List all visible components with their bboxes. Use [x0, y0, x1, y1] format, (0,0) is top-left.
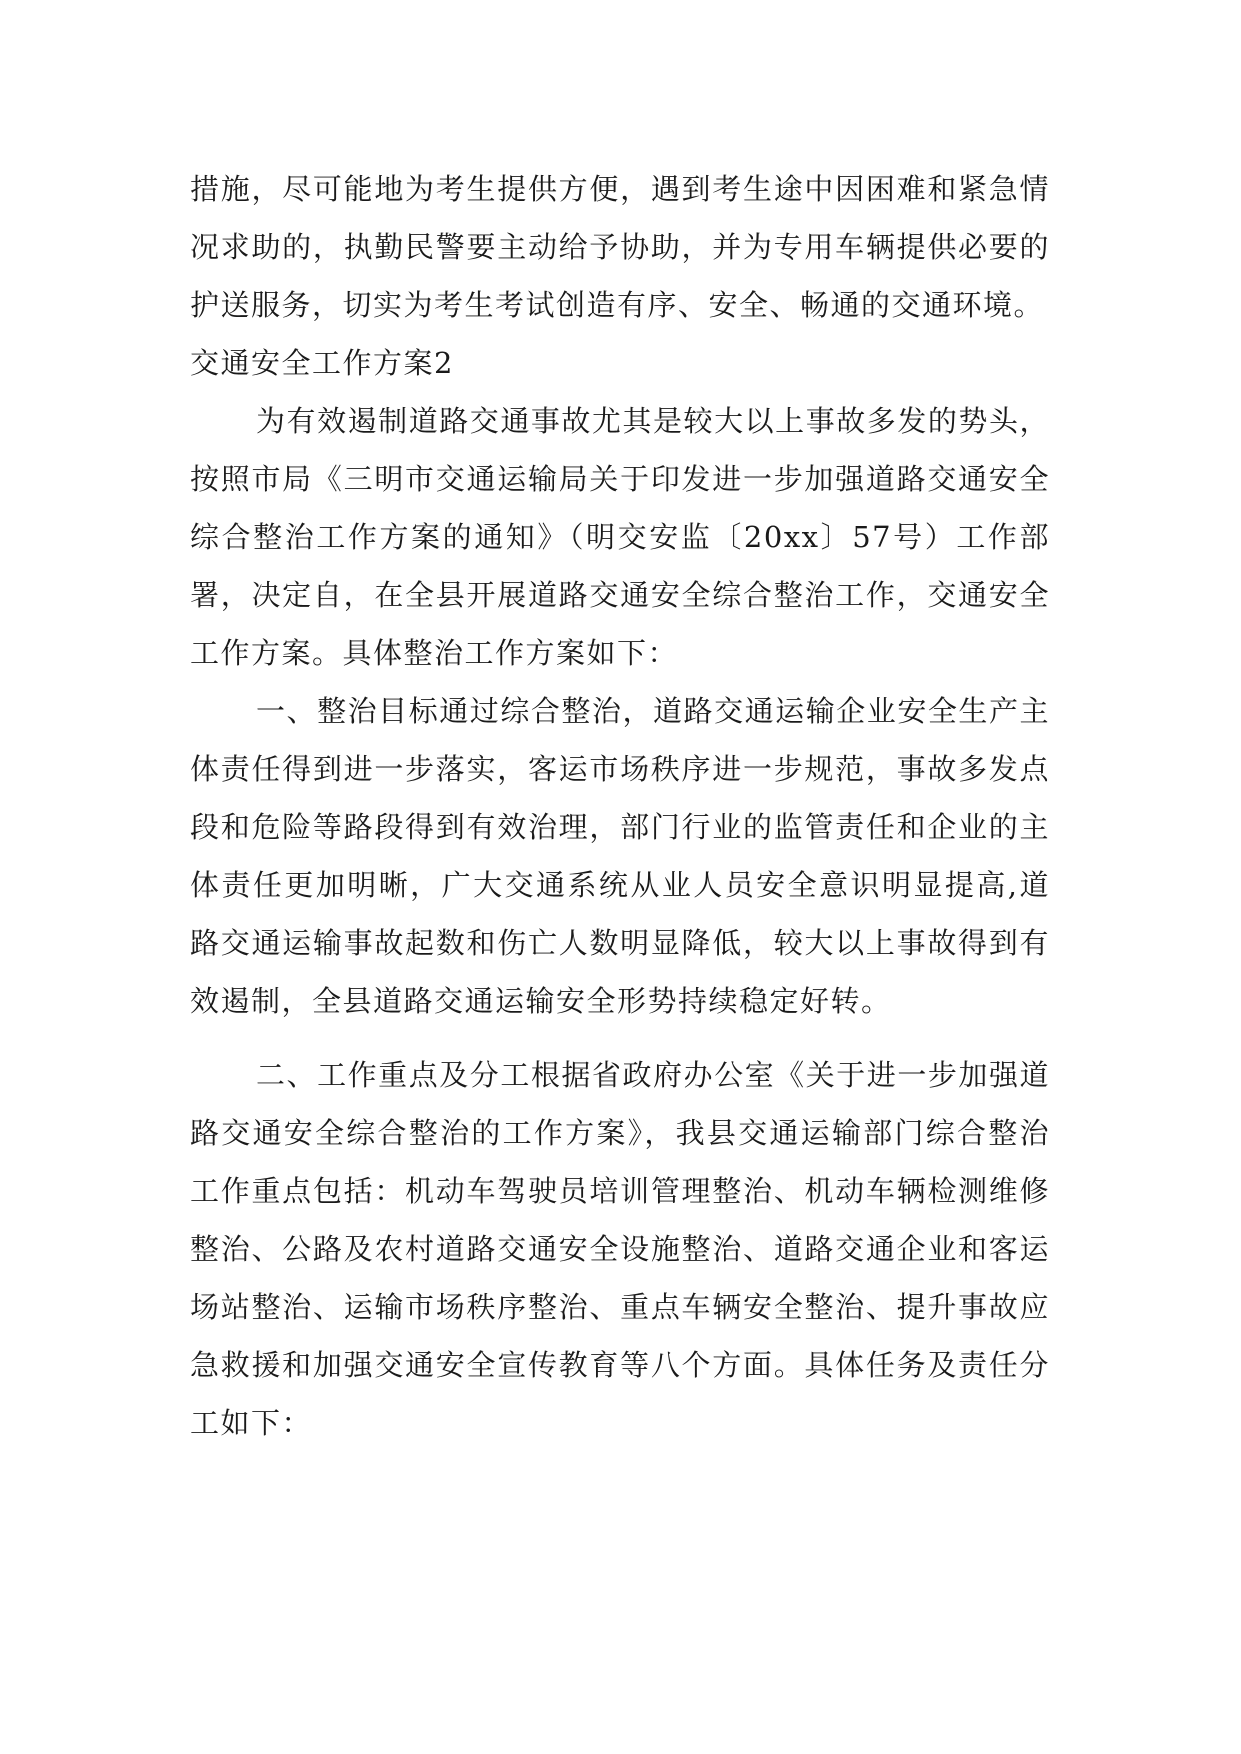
paragraph-goal: 一、整治目标通过综合整治，道路交通运输企业安全生产主体责任得到进一步落实，客运市场秩序进一步规范，事故多发点段和危险等路段得到有效治理，部门行业的监管责任和企业的主体责任更加明晰，广大交通系统从业人员安全意识明显提高,道路交通运输事故起数和伤亡人数明显降低，较大以上事故得到有效遏制，全县道路交通运输安全形势持续稳定好转。 [190, 694, 1050, 1018]
paragraph-continued: 措施，尽可能地为考生提供方便，遇到考生途中因困难和紧急情况求助的，执勤民警要主动给予协助，并为专用车辆提供必要的护送服务，切实为考生考试创造有序、安全、畅通的交通环境。 [190, 172, 1050, 322]
paragraph-focus: 二、工作重点及分工根据省政府办公室《关于进一步加强道路交通安全综合整治的工作方案》，我县交通运输部门综合整治工作重点包括：机动车驾驶员培训管理整治、机动车辆检测维修整治、公路及农村道路交通安全设施整治、道路交通企业和客运场站整治、运输市场秩序整治、重点车辆安全整治、提升事故应急救援和加强交通安全宣传教育等八个方面。具体任务及责任分工如下： [190, 1058, 1050, 1440]
document-body [190, 160, 1050, 1452]
section-title: 交通安全工作方案2 [190, 346, 454, 380]
paragraph-intro: 为有效遏制道路交通事故尤其是较大以上事故多发的势头，按照市局《三明市交通运输局关于印发进一步加强道路交通安全综合整治工作方案的通知》（明交安监〔20xx〕57号）工作部署，决定自，在全县开展道路交通安全综合整治工作，交通安全工作方案。具体整治工作方案如下： [190, 404, 1050, 670]
